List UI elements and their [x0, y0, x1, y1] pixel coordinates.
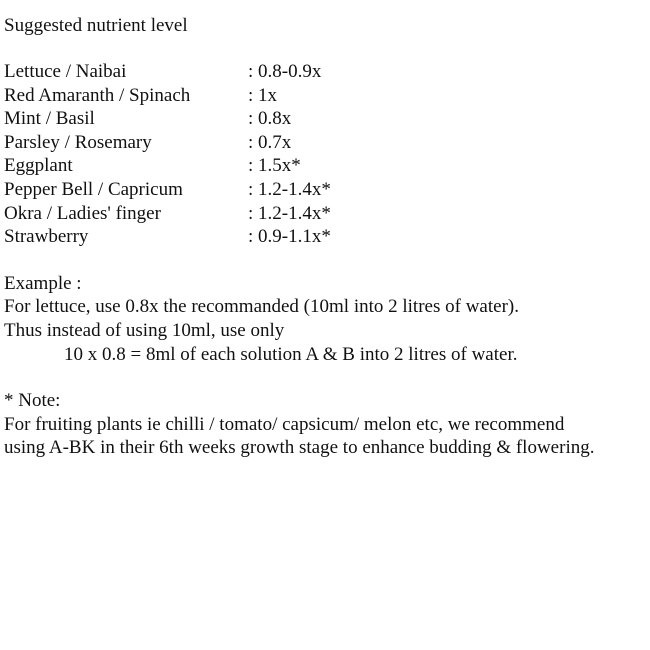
- note-heading: * Note:: [4, 390, 61, 412]
- nutrient-level-row: [4, 225, 644, 249]
- document-title: Suggested nutrient level: [4, 15, 188, 36]
- example-heading: Example :: [4, 272, 82, 294]
- nutrient-level-row: [4, 202, 644, 226]
- nutrient-level-row: [4, 178, 644, 202]
- nutrient-value: : 0.9-1.1x*: [248, 226, 331, 248]
- example-text-line: For lettuce, use 0.8x the recommanded (10ml into 2 litres of water).: [4, 296, 519, 318]
- nutrient-level-row: [4, 107, 644, 131]
- example-text-line: Thus instead of using 10ml, use only: [4, 319, 285, 341]
- example-section: [4, 272, 644, 366]
- nutrient-level-row: [4, 131, 644, 155]
- plant-name: Okra / Ladies' finger: [4, 202, 161, 224]
- plant-name: Strawberry: [4, 226, 89, 248]
- nutrient-level-list: [4, 60, 644, 249]
- nutrient-value: : 1.5x*: [248, 155, 301, 177]
- nutrient-level-row: [4, 60, 644, 84]
- nutrient-value: : 1.2-1.4x*: [248, 202, 331, 224]
- note-text-line: For fruiting plants ie chilli / tomato/ capsicum/ melon etc, we recommend: [4, 413, 565, 435]
- plant-name: Pepper Bell / Capricum: [4, 178, 183, 200]
- nutrient-value: : 0.8x: [248, 108, 292, 130]
- nutrient-value: : 0.8-0.9x: [248, 61, 322, 82]
- nutrient-value: : 1.2-1.4x*: [248, 178, 331, 200]
- plant-name: Lettuce / Naibai: [4, 61, 127, 82]
- note-section: [4, 389, 644, 460]
- nutrient-value: : 1x: [248, 84, 278, 106]
- plant-name: Eggplant: [4, 155, 73, 177]
- plant-name: Mint / Basil: [4, 108, 95, 130]
- nutrient-level-row: [4, 154, 644, 178]
- example-calculation: 10 x 0.8 = 8ml of each solution A & B into 2 litres of water.: [64, 343, 518, 365]
- document-page: [4, 14, 644, 460]
- plant-name: Red Amaranth / Spinach: [4, 84, 191, 106]
- plant-name: Parsley / Rosemary: [4, 131, 152, 153]
- nutrient-level-row: [4, 84, 644, 108]
- nutrient-value: : 0.7x: [248, 131, 292, 153]
- note-text-line: using A-BK in their 6th weeks growth stage to enhance budding & flowering.: [4, 437, 595, 459]
